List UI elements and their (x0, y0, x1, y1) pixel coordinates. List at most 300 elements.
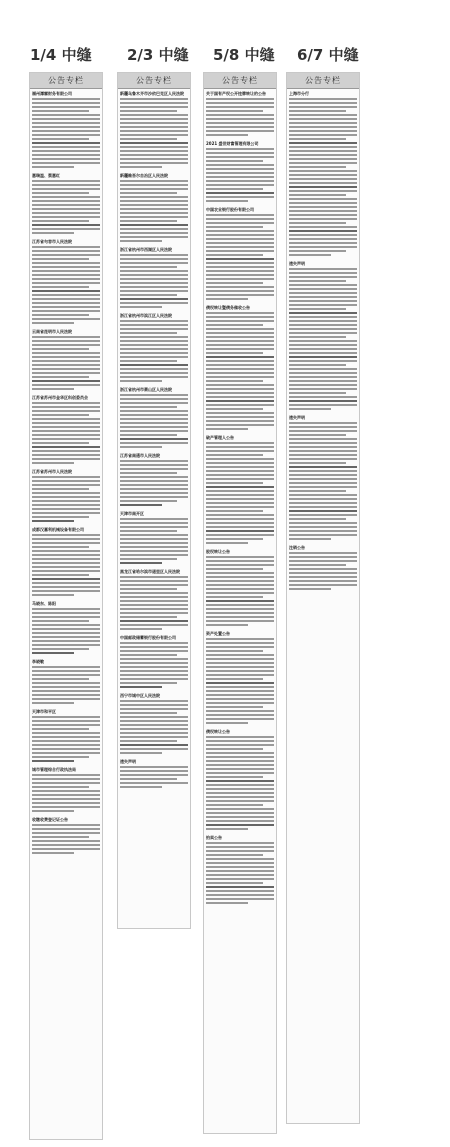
notice-text-line (120, 434, 177, 436)
notice-title: 江苏省苏州市金华区科创委员会 (32, 395, 88, 400)
notice-text-line (120, 628, 162, 630)
notice-text-line (120, 538, 188, 540)
notice-text-line (120, 204, 188, 206)
notice-text-line (32, 298, 100, 300)
notice-text-line (289, 234, 357, 236)
notice-text-line (32, 154, 100, 156)
notice-text-line (120, 410, 188, 412)
notice-text-line (206, 466, 274, 468)
notice-text-line (120, 460, 188, 462)
notice-block (206, 435, 274, 544)
notice-text-line (120, 770, 188, 772)
notice-text-line (32, 512, 100, 514)
notice-text-line (206, 364, 274, 366)
notice-text-line (120, 282, 188, 284)
notice-block (120, 313, 188, 382)
notice-text-line (120, 752, 162, 754)
notice-text-line (289, 470, 357, 472)
notice-text-line (32, 690, 100, 692)
notice-text-line (32, 760, 74, 762)
notice-column-4 (286, 72, 360, 1124)
notice-text-line (289, 190, 357, 192)
notice-block (32, 527, 100, 596)
notice-text-line (32, 150, 100, 152)
notice-text-line (289, 498, 357, 500)
notice-text-line (32, 180, 100, 182)
notice-text-line (120, 530, 177, 532)
notice-text-line (289, 572, 357, 574)
notice-text-line (120, 472, 177, 474)
notice-text-line (32, 228, 100, 230)
notice-title: 债权转让暨债务催收公告 (206, 305, 250, 310)
notice-text-line (32, 574, 89, 576)
notice-text-line (289, 102, 357, 104)
notice-text-line (120, 368, 188, 370)
notice-text-line (206, 800, 274, 802)
notice-text-line (120, 414, 188, 416)
notice-text-line (32, 640, 100, 642)
notice-text-line (32, 848, 100, 850)
notice-text-line (206, 882, 263, 884)
notice-text-line (32, 806, 100, 808)
notice-text-line (120, 196, 188, 198)
notice-column-1 (29, 72, 103, 1140)
notice-text-line (120, 446, 162, 448)
notice-text-line (289, 246, 357, 248)
notice-text-line (32, 840, 100, 842)
notice-text-line (120, 504, 162, 506)
notice-text-line (289, 564, 346, 566)
notice-text-line (32, 138, 89, 140)
notice-text-line (289, 510, 357, 512)
notice-text-line (120, 518, 188, 520)
notice-column-3 (203, 72, 277, 1134)
column-banner: 公告专栏 (30, 73, 102, 89)
notice-block (120, 511, 188, 564)
notice-text-line (206, 874, 274, 876)
notice-text-line (206, 616, 274, 618)
notice-text-line (32, 372, 100, 374)
notice-text-line (32, 130, 100, 132)
notice-title: 西宁市城中区人民法院 (120, 693, 160, 698)
notice-text-line (32, 720, 100, 722)
notice-text-line (120, 550, 188, 552)
notice-block (120, 247, 188, 308)
notice-text-line (32, 142, 100, 144)
notice-text-line (120, 674, 188, 676)
notice-text-line (289, 518, 346, 520)
notice-text-line (32, 624, 100, 626)
notice-text-line (120, 166, 162, 168)
notice-text-line (289, 158, 357, 160)
notice-text-line (32, 402, 100, 404)
notice-text-line (120, 488, 188, 490)
notice-text-line (206, 114, 274, 116)
notice-text-line (120, 298, 188, 300)
notice-text-line (120, 184, 188, 186)
notice-text-line (120, 658, 188, 660)
notice-text-line (206, 118, 274, 120)
notice-text-line (120, 546, 188, 548)
notice-text-line (206, 242, 274, 244)
notice-title: 城市管理综合行政执法局 (32, 767, 76, 772)
notice-text-line (206, 862, 274, 864)
notice-text-line (206, 506, 274, 508)
notice-text-line (120, 500, 177, 502)
notice-text-line (120, 766, 188, 768)
notice-text-line (120, 180, 188, 182)
notice-title: 股权转让公告 (206, 549, 230, 554)
notice-text-line (206, 172, 274, 174)
notice-text-line (289, 380, 357, 382)
notice-text-line (32, 376, 89, 378)
notice-text-line (206, 690, 274, 692)
notice-text-line (32, 126, 100, 128)
notice-text-line (206, 376, 274, 378)
notice-text-line (32, 786, 89, 788)
notice-text-line (120, 306, 162, 308)
notice-text-line (120, 558, 177, 560)
notice-text-line (120, 608, 188, 610)
notice-text-line (289, 146, 357, 148)
notice-text-line (120, 150, 188, 152)
notice-title: 黑龙江省哈尔滨市道里区人民法院 (120, 569, 180, 574)
notice-text-line (206, 238, 274, 240)
notice-text-line (120, 422, 188, 424)
notice-text-line (206, 486, 274, 488)
notice-text-line (289, 454, 357, 456)
notice-text-line (289, 494, 357, 496)
notice-text-line (206, 332, 274, 334)
notice-text-line (206, 482, 263, 484)
notice-text-line (32, 538, 100, 540)
notice-text-line (32, 492, 100, 494)
notice-block (120, 453, 188, 506)
notice-text-line (206, 674, 274, 676)
notice-text-line (120, 740, 177, 742)
notice-text-line (206, 152, 274, 154)
notice-text-line (120, 114, 188, 116)
notice-text-line (206, 804, 263, 806)
notice-text-line (32, 422, 100, 424)
notice-text-line (206, 502, 274, 504)
notice-text-line (289, 552, 357, 554)
notice-text-line (120, 402, 188, 404)
notice-text-line (289, 522, 357, 524)
notice-text-line (120, 476, 188, 478)
notice-text-line (120, 278, 188, 280)
notice-text-line (120, 646, 188, 648)
notice-text-line (120, 192, 177, 194)
notice-text-line (32, 570, 100, 572)
notice-text-line (206, 842, 274, 844)
notice-block (289, 545, 357, 590)
notice-text-line (120, 290, 188, 292)
notice-text-line (206, 768, 274, 770)
notice-text-line (120, 360, 177, 362)
notice-title: 成都汉嘉利机械设备有限公司 (32, 527, 84, 532)
notice-text-line (206, 596, 263, 598)
notice-text-line (120, 468, 188, 470)
notice-text-line (206, 122, 274, 124)
notice-text-line (120, 232, 188, 234)
notice-text-line (120, 188, 188, 190)
notice-text-line (32, 736, 100, 738)
notice-text-line (32, 118, 100, 120)
notice-text-line (32, 682, 100, 684)
notice-text-line (289, 98, 357, 100)
notice-text-line (32, 146, 100, 148)
notice-text-line (206, 760, 274, 762)
notice-text-line (206, 556, 274, 558)
notice-text-line (32, 504, 100, 506)
notice-text-line (32, 274, 100, 276)
notice-text-line (206, 788, 274, 790)
notice-text-line (289, 134, 357, 136)
notice-text-line (32, 188, 100, 190)
notice-text-line (32, 648, 89, 650)
notice-title: 遗失声明 (289, 261, 305, 266)
notice-text-line (206, 600, 274, 602)
notice-text-line (289, 138, 346, 140)
notice-block (120, 91, 188, 168)
notice-text-line (32, 724, 100, 726)
notice-text-line (289, 560, 357, 562)
notice-text-line (289, 344, 357, 346)
notice-text-line (206, 850, 274, 852)
notice-text-line (120, 624, 188, 626)
notice-text-line (32, 434, 100, 436)
notice-text-line (289, 576, 357, 578)
notice-text-line (206, 340, 274, 342)
notice-title: 中国农业银行股份有限公司 (206, 207, 254, 212)
notice-text-line (32, 562, 100, 564)
notice-text-line (32, 702, 74, 704)
notice-text-line (32, 666, 100, 668)
notice-block (120, 569, 188, 630)
column-label-1: 1/4 中缝 (30, 46, 92, 64)
notice-text-line (206, 270, 274, 272)
notice-text-line (32, 102, 100, 104)
notice-text-line (120, 774, 188, 776)
notice-text-line (120, 146, 188, 148)
column-body (118, 89, 190, 795)
notice-text-line (120, 712, 177, 714)
notice-text-line (206, 870, 274, 872)
notice-text-line (289, 296, 357, 298)
notice-text-line (206, 134, 248, 136)
notice-text-line (206, 454, 263, 456)
notice-text-line (206, 846, 274, 848)
notice-block (120, 759, 188, 788)
notice-text-line (206, 858, 274, 860)
notice-text-line (206, 670, 274, 672)
notice-block (289, 415, 357, 540)
notice-text-line (120, 720, 188, 722)
notice-text-line (206, 458, 274, 460)
notice-title: 债权转让公告 (206, 729, 230, 734)
notice-text-line (289, 352, 357, 354)
notice-text-line (289, 400, 357, 402)
notice-text-line (289, 478, 357, 480)
notice-text-line (120, 576, 188, 578)
notice-text-line (206, 222, 274, 224)
notice-text-line (206, 764, 274, 766)
notice-text-line (32, 644, 100, 646)
notice-text-line (120, 562, 162, 564)
notice-text-line (206, 542, 248, 544)
notice-text-line (206, 184, 274, 186)
notice-text-line (289, 222, 346, 224)
notice-text-line (206, 164, 274, 166)
notice-text-line (206, 356, 274, 358)
notice-text-line (32, 670, 100, 672)
notice-text-line (32, 566, 100, 568)
notice-text-line (206, 518, 274, 520)
notice-text-line (32, 254, 100, 256)
notice-text-line (206, 130, 274, 132)
notice-text-line (120, 612, 188, 614)
notice-text-line (206, 230, 274, 232)
notice-text-line (32, 620, 89, 622)
notice-text-line (120, 584, 188, 586)
notice-text-line (32, 384, 100, 386)
notice-text-line (120, 102, 188, 104)
notice-text-line (120, 430, 188, 432)
notice-text-line (289, 538, 331, 540)
notice-text-line (289, 114, 357, 116)
notice-text-line (32, 446, 100, 448)
notice-text-line (206, 408, 263, 410)
notice-text-line (32, 344, 100, 346)
notice-text-line (289, 304, 357, 306)
notice-text-line (32, 520, 74, 522)
notice-text-line (206, 568, 263, 570)
notice-text-line (32, 336, 100, 338)
notice-text-line (206, 412, 274, 414)
notice-text-line (206, 188, 263, 190)
notice-text-line (289, 210, 357, 212)
notice-text-line (32, 632, 100, 634)
notice-text-line (206, 538, 263, 540)
notice-title: 中国邮政储蓄银行股份有限公司 (120, 635, 176, 640)
notice-text-line (206, 642, 274, 644)
notice-text-line (32, 636, 100, 638)
notice-text-line (206, 312, 274, 314)
notice-text-line (32, 484, 100, 486)
notice-text-line (206, 588, 274, 590)
notice-text-line (32, 368, 100, 370)
notice-text-line (32, 608, 100, 610)
notice-text-line (32, 318, 100, 320)
notice-text-line (120, 728, 188, 730)
notice-text-line (32, 286, 89, 288)
notice-block (32, 709, 100, 762)
notice-text-line (289, 466, 357, 468)
notice-text-line (32, 798, 100, 800)
notice-text-line (120, 352, 188, 354)
notice-text-line (289, 238, 357, 240)
notice-text-line (206, 638, 274, 640)
notice-text-line (120, 324, 188, 326)
notice-text-line (206, 348, 274, 350)
notice-text-line (289, 534, 357, 536)
notice-text-line (32, 122, 100, 124)
notice-block (32, 329, 100, 390)
notice-title: 江苏省句容市人民法院 (32, 239, 72, 244)
notice-text-line (206, 352, 263, 354)
notice-text-line (120, 110, 177, 112)
notice-text-line (32, 306, 100, 308)
notice-text-line (206, 572, 274, 574)
notice-text-line (289, 360, 357, 362)
notice-text-line (32, 590, 100, 592)
notice-block (206, 207, 274, 300)
notice-text-line (206, 428, 248, 430)
notice-text-line (120, 142, 188, 144)
notice-text-line (120, 686, 162, 688)
notice-text-line (206, 494, 274, 496)
notice-title: 收缴收费登记证公告 (32, 817, 68, 822)
notice-text-line (32, 508, 100, 510)
notice-text-line (206, 420, 274, 422)
notice-text-line (32, 340, 100, 342)
notice-text-line (120, 122, 188, 124)
notice-text-line (289, 230, 357, 232)
notice-text-line (32, 212, 100, 214)
notice-title: 注销公告 (289, 545, 305, 550)
notice-text-line (206, 360, 274, 362)
notice-text-line (206, 894, 274, 896)
notice-text-line (32, 628, 100, 630)
notice-text-line (206, 368, 274, 370)
notice-text-line (32, 550, 100, 552)
notice-text-line (32, 322, 74, 324)
notice-text-line (32, 542, 100, 544)
notice-text-line (32, 114, 100, 116)
notice-block (120, 387, 188, 448)
notice-block (32, 659, 100, 704)
notice-text-line (120, 496, 188, 498)
notice-block (32, 239, 100, 324)
notice-text-line (289, 284, 357, 286)
notice-text-line (120, 464, 188, 466)
notice-text-line (289, 250, 346, 252)
notice-text-line (32, 250, 100, 252)
notice-text-line (206, 662, 274, 664)
notice-text-line (289, 328, 357, 330)
notice-text-line (289, 312, 357, 314)
notice-text-line (206, 200, 248, 202)
notice-text-line (289, 150, 357, 152)
notice-text-line (32, 488, 89, 490)
notice-text-line (206, 392, 274, 394)
notice-text-line (120, 372, 188, 374)
notice-text-line (206, 380, 263, 382)
notice-text-line (32, 380, 100, 382)
notice-text-line (206, 294, 274, 296)
notice-text-line (120, 216, 188, 218)
notice-text-line (32, 388, 74, 390)
notice-text-line (120, 348, 188, 350)
notice-text-line (289, 580, 357, 582)
notice-text-line (32, 450, 100, 452)
notice-text-line (32, 192, 89, 194)
notice-text-line (120, 732, 188, 734)
notice-block (206, 631, 274, 724)
notice-block (32, 173, 100, 234)
notice-text-line (120, 700, 188, 702)
